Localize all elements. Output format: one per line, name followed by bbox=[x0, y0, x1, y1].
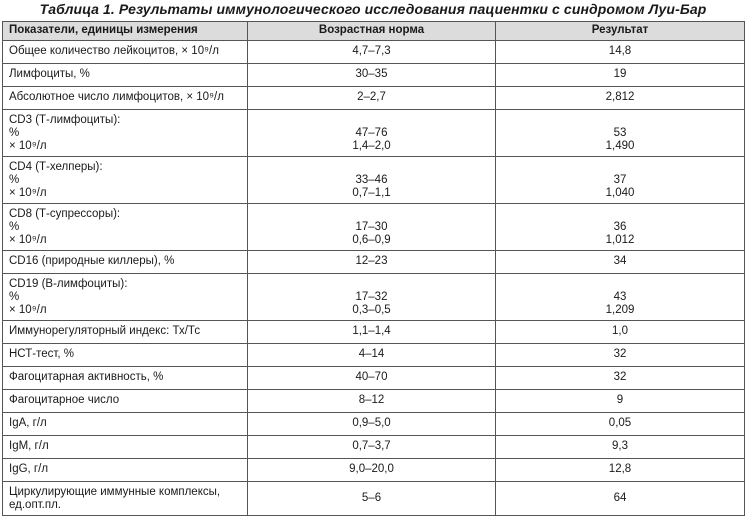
row-sublabel-absolute: × 10⁹/л bbox=[9, 187, 47, 199]
row-label: CD3 (Т-лимфоциты): bbox=[9, 114, 121, 126]
row-label: Фагоцитарное число bbox=[3, 390, 248, 413]
row-label: CD16 (природные киллеры), % bbox=[3, 251, 248, 274]
table-row bbox=[3, 64, 745, 87]
row-norm: 8–12 bbox=[248, 390, 496, 413]
row-result: 2,812 bbox=[496, 87, 745, 110]
row-label: Фагоцитарная активность, % bbox=[3, 367, 248, 390]
table-row bbox=[3, 436, 745, 459]
table-row bbox=[3, 482, 745, 516]
row-norm: 0,7–3,7 bbox=[248, 436, 496, 459]
table-row bbox=[3, 367, 745, 390]
row-label-group bbox=[3, 274, 248, 321]
row-result-percent: 36 bbox=[613, 221, 627, 233]
row-sublabel-absolute: × 10⁹/л bbox=[9, 304, 47, 316]
table-row bbox=[3, 321, 745, 344]
row-label-continuation: ед.опт.пл. bbox=[9, 499, 61, 511]
row-norm-percent: 47–76 bbox=[355, 127, 388, 139]
row-norm-absolute: 0,6–0,9 bbox=[352, 234, 391, 246]
row-norm: 30–35 bbox=[248, 64, 496, 87]
row-label: CD8 (Т-супрессоры): bbox=[9, 208, 121, 220]
row-result: 9 bbox=[496, 390, 745, 413]
row-norm-absolute: 0,7–1,1 bbox=[352, 187, 391, 199]
row-norm: 5–6 bbox=[248, 482, 496, 516]
row-result-absolute: 1,040 bbox=[605, 187, 635, 199]
row-norm: 2–2,7 bbox=[248, 87, 496, 110]
row-label: IgG, г/л bbox=[3, 459, 248, 482]
row-result: 0,05 bbox=[496, 413, 745, 436]
row-label-group bbox=[3, 204, 248, 251]
table-row bbox=[3, 157, 745, 204]
row-norm-percent: 33–46 bbox=[355, 174, 388, 186]
table-row bbox=[3, 413, 745, 436]
row-norm-percent: 17–32 bbox=[355, 291, 388, 303]
table-row bbox=[3, 459, 745, 482]
row-norm-group bbox=[248, 204, 496, 251]
row-result-percent: 37 bbox=[613, 174, 627, 186]
row-result: 12,8 bbox=[496, 459, 745, 482]
row-result-group bbox=[496, 110, 745, 157]
row-result: 14,8 bbox=[496, 41, 745, 64]
table-header-row bbox=[3, 22, 745, 41]
row-norm: 0,9–5,0 bbox=[248, 413, 496, 436]
row-result: 32 bbox=[496, 344, 745, 367]
row-result: 64 bbox=[496, 482, 745, 516]
row-label: CD19 (В-лимфоциты): bbox=[9, 278, 128, 290]
row-norm: 4–14 bbox=[248, 344, 496, 367]
row-label-group bbox=[3, 482, 248, 516]
row-label: Абсолютное число лимфоцитов, × 10⁹/л bbox=[3, 87, 248, 110]
row-label: Циркулирующие иммунные комплексы, bbox=[9, 486, 221, 498]
row-norm: 4,7–7,3 bbox=[248, 41, 496, 64]
row-label: НСТ-тест, % bbox=[3, 344, 248, 367]
header-indicator: Показатели, единицы измерения bbox=[3, 22, 248, 41]
table-row bbox=[3, 390, 745, 413]
row-result: 32 bbox=[496, 367, 745, 390]
row-result-absolute: 1,012 bbox=[605, 234, 635, 246]
table-row bbox=[3, 41, 745, 64]
row-norm: 9,0–20,0 bbox=[248, 459, 496, 482]
row-label: CD4 (Т-хелперы): bbox=[9, 161, 103, 173]
row-result-percent: 53 bbox=[613, 127, 627, 139]
row-sublabel-percent: % bbox=[9, 127, 20, 139]
row-label-group bbox=[3, 110, 248, 157]
row-label: IgM, г/л bbox=[3, 436, 248, 459]
row-sublabel-percent: % bbox=[9, 291, 20, 303]
row-sublabel-absolute: × 10⁹/л bbox=[9, 234, 47, 246]
row-result: 9,3 bbox=[496, 436, 745, 459]
row-label: IgA, г/л bbox=[3, 413, 248, 436]
row-result-group bbox=[496, 274, 745, 321]
table-row bbox=[3, 204, 745, 251]
row-result-absolute: 1,209 bbox=[605, 304, 635, 316]
row-label: Иммунорегуляторный индекс: Тх/Тс bbox=[3, 321, 248, 344]
row-label: Общее количество лейкоцитов, × 10⁹/л bbox=[3, 41, 248, 64]
row-result-group bbox=[496, 157, 745, 204]
row-sublabel-percent: % bbox=[9, 174, 20, 186]
row-label-group bbox=[3, 157, 248, 204]
results-table bbox=[2, 21, 745, 516]
table-row bbox=[3, 87, 745, 110]
row-norm-group bbox=[248, 274, 496, 321]
row-norm: 40–70 bbox=[248, 367, 496, 390]
table-row bbox=[3, 344, 745, 367]
row-norm-absolute: 1,4–2,0 bbox=[352, 140, 391, 152]
row-norm-group bbox=[248, 157, 496, 204]
table-row bbox=[3, 251, 745, 274]
row-result-absolute: 1,490 bbox=[605, 140, 635, 152]
table-row bbox=[3, 274, 745, 321]
row-result: 1,0 bbox=[496, 321, 745, 344]
row-norm-group bbox=[248, 110, 496, 157]
row-norm: 12–23 bbox=[248, 251, 496, 274]
row-sublabel-absolute: × 10⁹/л bbox=[9, 140, 47, 152]
header-result: Результат bbox=[496, 22, 745, 41]
row-norm: 1,1–1,4 bbox=[248, 321, 496, 344]
row-norm-percent: 17–30 bbox=[355, 221, 388, 233]
table-row bbox=[3, 110, 745, 157]
row-result: 34 bbox=[496, 251, 745, 274]
row-result-percent: 43 bbox=[613, 291, 627, 303]
row-norm-absolute: 0,3–0,5 bbox=[352, 304, 391, 316]
row-result: 19 bbox=[496, 64, 745, 87]
header-norm: Возрастная норма bbox=[248, 22, 496, 41]
table-caption: Таблица 1. Результаты иммунологического исследования пациентки с синдромом Луи-Бар bbox=[39, 1, 707, 17]
row-label: Лимфоциты, % bbox=[3, 64, 248, 87]
row-result-group bbox=[496, 204, 745, 251]
row-sublabel-percent: % bbox=[9, 221, 20, 233]
